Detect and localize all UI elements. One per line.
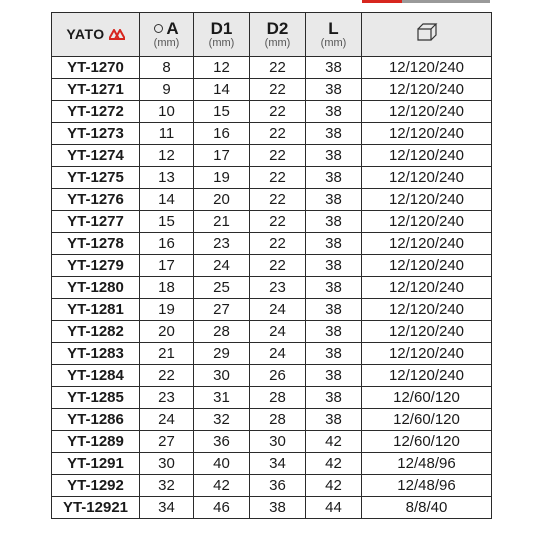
cell-a: 32 [140,475,194,497]
cell-model: YT-1283 [52,343,140,365]
cell-model: YT-1292 [52,475,140,497]
cell-model: YT-1274 [52,145,140,167]
cell-l: 38 [306,255,362,277]
cell-l: 38 [306,145,362,167]
header-d1 [194,13,250,57]
spec-table-header [52,13,492,57]
cell-a: 17 [140,255,194,277]
box-icon [416,23,438,41]
cell-model: YT-1281 [52,299,140,321]
cell-d1: 31 [194,387,250,409]
cell-d2: 36 [250,475,306,497]
cell-d1: 15 [194,101,250,123]
cell-l: 38 [306,321,362,343]
spec-table [51,12,492,519]
cell-model: YT-1282 [52,321,140,343]
spec-table-body [52,57,492,519]
cell-pack: 12/120/240 [362,145,492,167]
header-l-unit: (mm) [320,37,347,49]
cell-pack: 12/120/240 [362,277,492,299]
cell-l: 38 [306,343,362,365]
cell-a: 34 [140,497,194,519]
cell-d1: 42 [194,475,250,497]
table-row [52,101,492,123]
table-row [52,255,492,277]
header-d2-unit: (mm) [264,37,291,49]
cell-l: 44 [306,497,362,519]
cell-model: YT-1271 [52,79,140,101]
cell-a: 10 [140,101,194,123]
table-row [52,475,492,497]
cell-d1: 17 [194,145,250,167]
header-l-label: L [328,19,339,38]
cell-pack: 12/60/120 [362,431,492,453]
cell-l: 38 [306,189,362,211]
cell-d1: 32 [194,409,250,431]
cell-a: 14 [140,189,194,211]
cell-a: 18 [140,277,194,299]
cell-pack: 8/8/40 [362,497,492,519]
header-d1-unit: (mm) [208,37,235,49]
cell-d2: 22 [250,255,306,277]
cell-d2: 28 [250,409,306,431]
cell-model: YT-1280 [52,277,140,299]
cell-a: 23 [140,387,194,409]
cell-a: 12 [140,145,194,167]
cell-d2: 28 [250,387,306,409]
cell-pack: 12/120/240 [362,57,492,79]
cell-l: 38 [306,387,362,409]
table-row [52,409,492,431]
cell-model: YT-1284 [52,365,140,387]
cell-pack: 12/120/240 [362,189,492,211]
cell-d2: 22 [250,167,306,189]
cell-pack: 12/120/240 [362,365,492,387]
cell-pack: 12/60/120 [362,387,492,409]
table-row [52,57,492,79]
table-row [52,365,492,387]
cell-a: 27 [140,431,194,453]
cell-d1: 12 [194,57,250,79]
header-a-unit: (mm) [153,37,180,49]
cell-a: 21 [140,343,194,365]
cell-d1: 30 [194,365,250,387]
cell-a: 8 [140,57,194,79]
cell-l: 38 [306,277,362,299]
cell-l: 42 [306,453,362,475]
cell-l: 42 [306,431,362,453]
header-a [140,13,194,57]
cell-d2: 38 [250,497,306,519]
table-row [52,431,492,453]
cell-model: YT-1272 [52,101,140,123]
top-accent-grey [402,0,490,3]
cell-d1: 14 [194,79,250,101]
header-d2-label: D2 [266,19,289,38]
header-brand [52,13,140,57]
cell-pack: 12/48/96 [362,453,492,475]
cell-model: YT-1279 [52,255,140,277]
header-d2 [250,13,306,57]
table-row [52,167,492,189]
cell-a: 11 [140,123,194,145]
brand-name: YATO [66,26,105,42]
yato-logo-icon [109,29,125,40]
cell-d1: 19 [194,167,250,189]
table-row [52,189,492,211]
cell-pack: 12/120/240 [362,233,492,255]
cell-model: YT-1285 [52,387,140,409]
cell-a: 22 [140,365,194,387]
table-row [52,387,492,409]
cell-pack: 12/120/240 [362,101,492,123]
cell-d2: 22 [250,101,306,123]
table-row [52,453,492,475]
table-row [52,277,492,299]
cell-l: 38 [306,211,362,233]
cell-d1: 28 [194,321,250,343]
header-d1-label: D1 [210,19,233,38]
cell-d1: 20 [194,189,250,211]
circle-icon [154,24,163,33]
cell-d1: 21 [194,211,250,233]
cell-pack: 12/120/240 [362,299,492,321]
cell-pack: 12/120/240 [362,255,492,277]
table-row [52,79,492,101]
cell-d2: 22 [250,211,306,233]
cell-model: YT-1275 [52,167,140,189]
cell-d1: 25 [194,277,250,299]
cell-l: 38 [306,233,362,255]
cell-d1: 36 [194,431,250,453]
top-accent-red [362,0,402,3]
cell-l: 38 [306,79,362,101]
cell-d2: 30 [250,431,306,453]
cell-a: 13 [140,167,194,189]
cell-a: 9 [140,79,194,101]
table-row [52,145,492,167]
cell-l: 38 [306,57,362,79]
table-row [52,211,492,233]
cell-d2: 22 [250,233,306,255]
header-a-label: A [166,19,179,38]
cell-pack: 12/120/240 [362,211,492,233]
header-l [306,13,362,57]
cell-pack: 12/48/96 [362,475,492,497]
top-accent-bar [362,0,490,3]
cell-d2: 22 [250,145,306,167]
cell-d2: 24 [250,299,306,321]
cell-pack: 12/120/240 [362,167,492,189]
cell-pack: 12/120/240 [362,79,492,101]
cell-d2: 24 [250,321,306,343]
cell-model: YT-1273 [52,123,140,145]
cell-l: 38 [306,167,362,189]
cell-l: 42 [306,475,362,497]
cell-a: 16 [140,233,194,255]
cell-l: 38 [306,123,362,145]
table-row [52,343,492,365]
cell-d1: 16 [194,123,250,145]
cell-l: 38 [306,409,362,431]
cell-model: YT-1291 [52,453,140,475]
cell-d2: 22 [250,79,306,101]
cell-pack: 12/60/120 [362,409,492,431]
cell-a: 20 [140,321,194,343]
cell-model: YT-1289 [52,431,140,453]
cell-model: YT-1278 [52,233,140,255]
cell-d2: 23 [250,277,306,299]
cell-l: 38 [306,299,362,321]
cell-d2: 22 [250,57,306,79]
cell-a: 19 [140,299,194,321]
cell-pack: 12/120/240 [362,123,492,145]
cell-model: YT-1276 [52,189,140,211]
cell-l: 38 [306,365,362,387]
cell-d2: 24 [250,343,306,365]
cell-model: YT-1277 [52,211,140,233]
cell-model: YT-1270 [52,57,140,79]
cell-d1: 24 [194,255,250,277]
cell-d2: 22 [250,189,306,211]
cell-pack: 12/120/240 [362,321,492,343]
table-row [52,299,492,321]
table-row [52,123,492,145]
cell-a: 30 [140,453,194,475]
cell-d1: 46 [194,497,250,519]
cell-d2: 22 [250,123,306,145]
cell-model: YT-12921 [52,497,140,519]
cell-d1: 23 [194,233,250,255]
cell-d2: 34 [250,453,306,475]
cell-a: 24 [140,409,194,431]
cell-d2: 26 [250,365,306,387]
cell-l: 38 [306,101,362,123]
cell-a: 15 [140,211,194,233]
cell-d1: 40 [194,453,250,475]
header-pack [362,13,492,57]
table-row [52,233,492,255]
table-row [52,497,492,519]
cell-model: YT-1286 [52,409,140,431]
cell-d1: 27 [194,299,250,321]
cell-d1: 29 [194,343,250,365]
table-row [52,321,492,343]
brand-logo [66,24,124,45]
cell-pack: 12/120/240 [362,343,492,365]
